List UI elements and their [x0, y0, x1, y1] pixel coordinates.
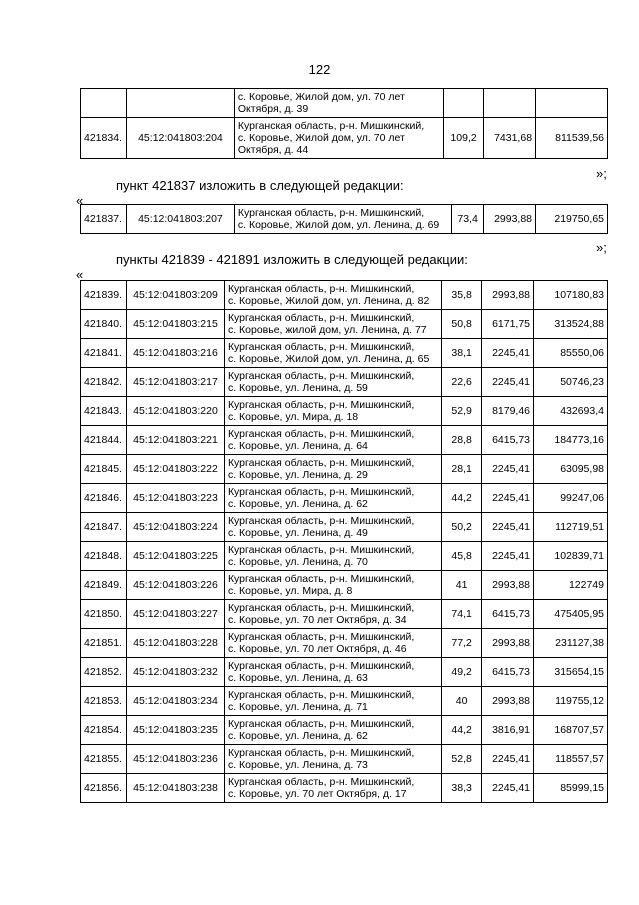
address-line: с. Коровье, ул. 70 лет Октября, д. 17 — [227, 788, 407, 800]
address-line: с. Коровье, ул. 70 лет Октября, д. 34 — [227, 614, 407, 626]
address-line: Курганская область, р-н. Мишкинский, — [227, 602, 415, 614]
address-cell — [224, 600, 441, 629]
unit-price-cell: 2245,41 — [482, 339, 534, 368]
address-cell — [224, 687, 441, 716]
cadastral-number-cell: 45:12:041803:207 — [126, 205, 234, 234]
cadastral-number-cell: 45:12:041803:220 — [126, 397, 224, 426]
cadastral-value-cell: 85999,15 — [534, 774, 608, 803]
table-row — [81, 687, 608, 716]
area-cell: 41 — [442, 571, 482, 600]
table-row — [81, 310, 608, 339]
address-line: Курганская область, р-н. Мишкинский, — [227, 747, 415, 759]
address-line: с. Коровье, жилой дом, ул. Ленина, д. 77 — [227, 324, 427, 336]
cadastral-value-cell — [536, 89, 608, 118]
area-cell: 45,8 — [442, 542, 482, 571]
table-row — [81, 571, 608, 600]
area-cell: 49,2 — [442, 658, 482, 687]
item-number-cell: 421856. — [81, 774, 127, 803]
cadastral-number-cell: 45:12:041803:227 — [126, 600, 224, 629]
address-line: Курганская область, р-н. Мишкинский, — [227, 341, 415, 353]
cadastral-number-cell: 45:12:041803:226 — [126, 571, 224, 600]
cadastral-value-cell: 63095,98 — [534, 455, 608, 484]
address-cell — [224, 455, 441, 484]
address-line: Курганская область, р-н. Мишкинский, — [227, 718, 415, 730]
address-line: Курганская область, р-н. Мишкинский, — [227, 399, 415, 411]
address-cell — [224, 774, 441, 803]
area-cell: 50,2 — [442, 513, 482, 542]
cadastral-value-cell: 315654,15 — [534, 658, 608, 687]
address-cell — [234, 205, 451, 234]
address-line: с. Коровье, ул. Ленина, д. 62 — [227, 730, 368, 742]
address-cell — [224, 281, 441, 310]
address-cell — [224, 310, 441, 339]
address-cell — [224, 629, 441, 658]
item-number-cell: 421847. — [81, 513, 127, 542]
area-cell: 109,2 — [444, 118, 484, 159]
area-cell — [444, 89, 484, 118]
table-row — [81, 455, 608, 484]
area-cell: 52,8 — [442, 745, 482, 774]
unit-price-cell: 6415,73 — [482, 658, 534, 687]
paragraph-amend-421837: пункт 421837 изложить в следующей редакции: — [116, 178, 404, 193]
cadastral-value-cell: 119755,12 — [534, 687, 608, 716]
address-line: с. Коровье, ул. Мира, д. 8 — [227, 585, 353, 597]
cadastral-number-cell: 45:12:041803:215 — [126, 310, 224, 339]
address-cell — [224, 339, 441, 368]
cadastral-value-cell: 122749 — [534, 571, 608, 600]
unit-price-cell: 2993,88 — [482, 281, 534, 310]
table-row — [81, 368, 608, 397]
cadastral-number-cell: 45:12:041803:228 — [126, 629, 224, 658]
address-line: с. Коровье, Жилой дом, ул. 70 лет — [237, 91, 405, 103]
address-cell — [224, 658, 441, 687]
unit-price-cell: 2993,88 — [482, 571, 534, 600]
area-cell: 77,2 — [442, 629, 482, 658]
table-mid — [80, 204, 608, 234]
area-cell: 50,8 — [442, 310, 482, 339]
address-line: с. Коровье, ул. Ленина, д. 70 — [227, 556, 368, 568]
item-number-cell: 421834. — [81, 118, 127, 159]
table-row — [81, 397, 608, 426]
item-number-cell: 421846. — [81, 484, 127, 513]
address-line: Курганская область, р-н. Мишкинский, — [237, 207, 425, 219]
item-number-cell: 421849. — [81, 571, 127, 600]
address-line: Курганская область, р-н. Мишкинский, — [227, 515, 415, 527]
address-line: Курганская область, р-н. Мишкинский, — [227, 457, 415, 469]
unit-price-cell: 2993,88 — [482, 687, 534, 716]
closing-quote-1: »; — [596, 166, 607, 181]
area-cell: 38,3 — [442, 774, 482, 803]
item-number-cell: 421855. — [81, 745, 127, 774]
address-cell — [224, 397, 441, 426]
address-line: с. Коровье, ул. Ленина, д. 73 — [227, 759, 368, 771]
table-row — [81, 205, 608, 234]
item-number-cell: 421837. — [81, 205, 127, 234]
address-line: с. Коровье, ул. Ленина, д. 59 — [227, 382, 368, 394]
address-line: с. Коровье, ул. Ленина, д. 62 — [227, 498, 368, 510]
area-cell: 44,2 — [442, 484, 482, 513]
unit-price-cell — [484, 89, 536, 118]
address-cell — [224, 542, 441, 571]
cadastral-value-cell: 118557,57 — [534, 745, 608, 774]
unit-price-cell: 2245,41 — [482, 368, 534, 397]
cadastral-number-cell: 45:12:041803:222 — [126, 455, 224, 484]
unit-price-cell: 2245,41 — [482, 745, 534, 774]
table-main — [80, 280, 608, 803]
cadastral-number-cell: 45:12:041803:209 — [126, 281, 224, 310]
item-number-cell: 421839. — [81, 281, 127, 310]
address-line: Курганская область, р-н. Мишкинский, — [227, 573, 415, 585]
table-row — [81, 600, 608, 629]
table-row — [81, 339, 608, 368]
address-line: с. Коровье, Жилой дом, ул. Ленина, д. 69 — [237, 219, 440, 231]
cadastral-value-cell: 313524,88 — [534, 310, 608, 339]
address-line: Октября, д. 44 — [237, 144, 309, 156]
item-number-cell: 421844. — [81, 426, 127, 455]
address-line: Курганская область, р-н. Мишкинский, — [237, 120, 425, 132]
unit-price-cell: 3816,91 — [482, 716, 534, 745]
cadastral-value-cell: 112719,51 — [534, 513, 608, 542]
area-cell: 44,2 — [442, 716, 482, 745]
unit-price-cell: 2245,41 — [482, 774, 534, 803]
address-cell — [224, 716, 441, 745]
address-line: Курганская область, р-н. Мишкинский, — [227, 776, 415, 788]
item-number-cell: 421842. — [81, 368, 127, 397]
cadastral-number-cell: 45:12:041803:217 — [126, 368, 224, 397]
address-line: с. Коровье, ул. Ленина, д. 71 — [227, 701, 368, 713]
cadastral-value-cell: 102839,71 — [534, 542, 608, 571]
cadastral-number-cell: 45:12:041803:204 — [126, 118, 234, 159]
table-row — [81, 745, 608, 774]
address-line: Курганская область, р-н. Мишкинский, — [227, 283, 415, 295]
address-line: с. Коровье, ул. Ленина, д. 63 — [227, 672, 368, 684]
area-cell: 38,1 — [442, 339, 482, 368]
unit-price-cell: 7431,68 — [484, 118, 536, 159]
address-line: Курганская область, р-н. Мишкинский, — [227, 689, 415, 701]
table-row — [81, 774, 608, 803]
address-line: с. Коровье, Жилой дом, ул. 70 лет — [237, 132, 405, 144]
item-number-cell: 421853. — [81, 687, 127, 716]
address-cell — [224, 571, 441, 600]
cadastral-value-cell: 99247,06 — [534, 484, 608, 513]
unit-price-cell: 2993,88 — [482, 629, 534, 658]
address-cell — [234, 89, 443, 118]
item-number-cell: 421854. — [81, 716, 127, 745]
table-row — [81, 513, 608, 542]
item-number-cell: 421845. — [81, 455, 127, 484]
item-number-cell: 421850. — [81, 600, 127, 629]
cadastral-value-cell: 811539,56 — [536, 118, 608, 159]
unit-price-cell: 6415,73 — [482, 426, 534, 455]
table-row — [81, 716, 608, 745]
area-cell: 74,1 — [442, 600, 482, 629]
cadastral-number-cell: 45:12:041803:223 — [126, 484, 224, 513]
item-number-cell: 421848. — [81, 542, 127, 571]
table-row — [81, 484, 608, 513]
unit-price-cell: 2245,41 — [482, 513, 534, 542]
address-cell — [224, 484, 441, 513]
address-line: с. Коровье, ул. 70 лет Октября, д. 46 — [227, 643, 407, 655]
address-line: Курганская область, р-н. Мишкинский, — [227, 544, 415, 556]
cadastral-number-cell: 45:12:041803:232 — [126, 658, 224, 687]
cadastral-number-cell: 45:12:041803:224 — [126, 513, 224, 542]
cadastral-number-cell: 45:12:041803:235 — [126, 716, 224, 745]
area-cell: 28,8 — [442, 426, 482, 455]
area-cell: 28,1 — [442, 455, 482, 484]
item-number-cell — [81, 89, 127, 118]
table-row — [81, 281, 608, 310]
address-line: Курганская область, р-н. Мишкинский, — [227, 660, 415, 672]
cadastral-number-cell: 45:12:041803:216 — [126, 339, 224, 368]
address-line: с. Коровье, Жилой дом, ул. Ленина, д. 65 — [227, 353, 430, 365]
table-row — [81, 118, 608, 159]
cadastral-value-cell: 231127,38 — [534, 629, 608, 658]
table-row — [81, 89, 608, 118]
cadastral-value-cell: 475405,95 — [534, 600, 608, 629]
area-cell: 52,9 — [442, 397, 482, 426]
address-cell — [224, 368, 441, 397]
area-cell: 22,6 — [442, 368, 482, 397]
unit-price-cell: 8179,46 — [482, 397, 534, 426]
cadastral-value-cell: 184773,16 — [534, 426, 608, 455]
unit-price-cell: 2245,41 — [482, 455, 534, 484]
address-cell — [224, 426, 441, 455]
address-cell — [234, 118, 443, 159]
area-cell: 73,4 — [452, 205, 484, 234]
address-line: Курганская область, р-н. Мишкинский, — [227, 428, 415, 440]
paragraph-amend-421839-421891: пункты 421839 - 421891 изложить в следующей редакции: — [116, 252, 468, 267]
address-line: Курганская область, р-н. Мишкинский, — [227, 312, 415, 324]
closing-quote-2: »; — [596, 240, 607, 255]
item-number-cell: 421840. — [81, 310, 127, 339]
address-line: Октября, д. 39 — [237, 103, 309, 115]
unit-price-cell: 2993,88 — [484, 205, 536, 234]
cadastral-value-cell: 168707,57 — [534, 716, 608, 745]
cadastral-value-cell: 432693,4 — [534, 397, 608, 426]
address-line: с. Коровье, ул. Мира, д. 18 — [227, 411, 359, 423]
cadastral-value-cell: 107180,83 — [534, 281, 608, 310]
address-line: с. Коровье, ул. Ленина, д. 64 — [227, 440, 368, 452]
item-number-cell: 421843. — [81, 397, 127, 426]
cadastral-number-cell: 45:12:041803:236 — [126, 745, 224, 774]
item-number-cell: 421851. — [81, 629, 127, 658]
cadastral-number-cell: 45:12:041803:234 — [126, 687, 224, 716]
address-line: с. Коровье, Жилой дом, ул. Ленина, д. 82 — [227, 295, 430, 307]
area-cell: 40 — [442, 687, 482, 716]
item-number-cell: 421852. — [81, 658, 127, 687]
table-row — [81, 426, 608, 455]
unit-price-cell: 6171,75 — [482, 310, 534, 339]
area-cell: 35,8 — [442, 281, 482, 310]
table-row — [81, 629, 608, 658]
address-line: Курганская область, р-н. Мишкинский, — [227, 631, 415, 643]
table-top — [80, 88, 608, 159]
address-cell — [224, 513, 441, 542]
cadastral-number-cell: 45:12:041803:221 — [126, 426, 224, 455]
table-row — [81, 658, 608, 687]
address-line: Курганская область, р-н. Мишкинский, — [227, 486, 415, 498]
address-cell — [224, 745, 441, 774]
cadastral-number-cell: 45:12:041803:238 — [126, 774, 224, 803]
cadastral-number-cell — [126, 89, 234, 118]
table-row — [81, 542, 608, 571]
address-line: Курганская область, р-н. Мишкинский, — [227, 370, 415, 382]
unit-price-cell: 6415,73 — [482, 600, 534, 629]
item-number-cell: 421841. — [81, 339, 127, 368]
unit-price-cell: 2245,41 — [482, 542, 534, 571]
cadastral-value-cell: 50746,23 — [534, 368, 608, 397]
address-line: с. Коровье, ул. Ленина, д. 29 — [227, 469, 368, 481]
page-number: 122 — [308, 62, 331, 77]
cadastral-number-cell: 45:12:041803:225 — [126, 542, 224, 571]
cadastral-value-cell: 219750,65 — [536, 205, 608, 234]
unit-price-cell: 2245,41 — [482, 484, 534, 513]
address-line: с. Коровье, ул. Ленина, д. 49 — [227, 527, 368, 539]
opening-quote-2: « — [76, 267, 84, 282]
opening-quote-1: « — [76, 193, 84, 208]
cadastral-value-cell: 85550,06 — [534, 339, 608, 368]
